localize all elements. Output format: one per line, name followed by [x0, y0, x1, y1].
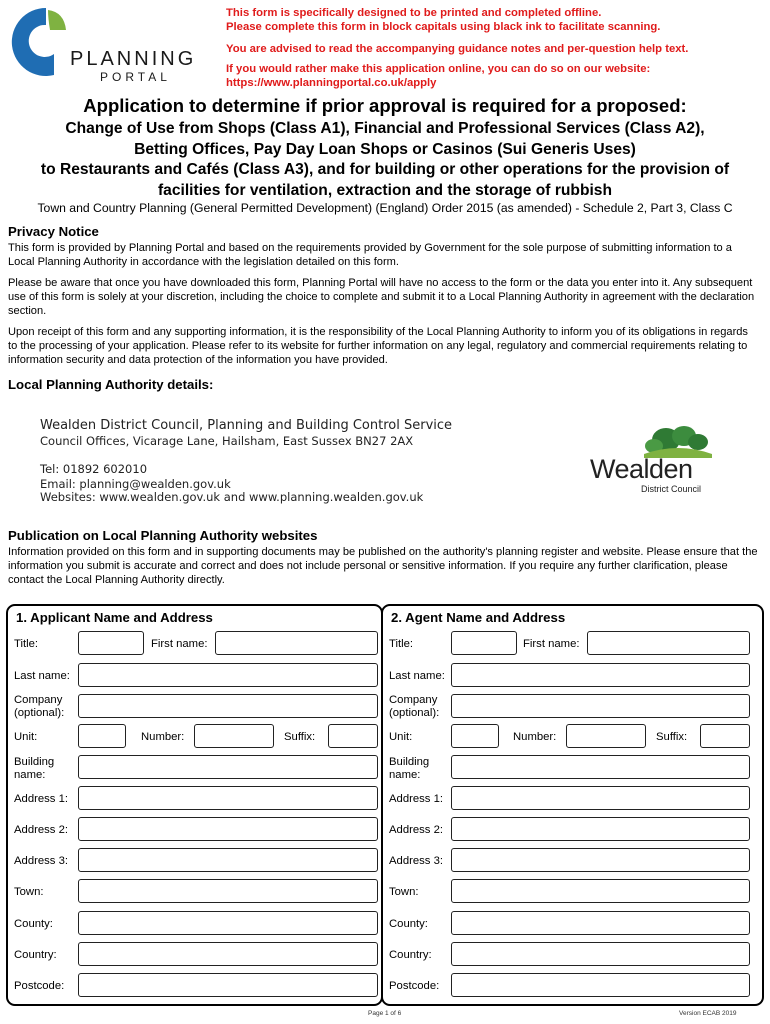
- agent-building-label-line-2: name:: [389, 769, 421, 781]
- applicant-address3-label: Address 3:: [14, 855, 69, 867]
- applicant-first-name-label: First name:: [151, 638, 208, 650]
- lpa-email: Email: planning@wealden.gov.uk: [40, 477, 231, 491]
- agent-address1-field[interactable]: [451, 786, 750, 810]
- applicant-company-label-line-2: (optional):: [14, 707, 65, 719]
- agent-number-field[interactable]: [566, 724, 646, 748]
- agent-address3-field[interactable]: [451, 848, 750, 872]
- subtitle-line-4: facilities for ventilation, extraction and the storage of rubbish: [157, 181, 613, 199]
- applicant-building-name-field[interactable]: [78, 755, 378, 779]
- subtitle-line-1: Change of Use from Shops (Class A1), Financial and Professional Services (Class A2),: [65, 120, 705, 137]
- online-apply-link[interactable]: https://www.planningportal.co.uk/apply: [226, 77, 437, 89]
- agent-section-title: 2. Agent Name and Address: [391, 610, 566, 625]
- agent-building-label-line-1: Building: [389, 756, 430, 768]
- applicant-town-label: Town:: [14, 886, 44, 898]
- agent-building-name-label: [389, 756, 429, 782]
- agent-number-label: Number:: [513, 731, 557, 743]
- applicant-company-field[interactable]: [78, 694, 378, 718]
- lpa-heading: Local Planning Authority details:: [8, 377, 214, 392]
- agent-county-field[interactable]: [451, 911, 750, 935]
- applicant-unit-label: Unit:: [14, 731, 38, 743]
- applicant-suffix-field[interactable]: [328, 724, 378, 748]
- page-number: Page 1 of 6: [368, 1010, 402, 1017]
- agent-company-label-line-1: Company: [389, 694, 438, 706]
- lpa-telephone: Tel: 01892 602010: [40, 462, 148, 476]
- privacy-paragraph-1: This form is provided by Planning Portal and based on the requirements provided by Government for the sole purpose of submitting information to a Local Planning Authority in accordance with the legislation detailed on this form.: [8, 242, 732, 268]
- applicant-title-field[interactable]: [78, 631, 144, 655]
- agent-title-field[interactable]: [451, 631, 517, 655]
- agent-company-field[interactable]: [451, 694, 750, 718]
- applicant-last-name-field[interactable]: [78, 663, 378, 687]
- agent-country-label: Country:: [389, 949, 432, 961]
- applicant-town-field[interactable]: [78, 879, 378, 903]
- agent-first-name-field[interactable]: [587, 631, 750, 655]
- applicant-company-label: [14, 694, 64, 720]
- applicant-address1-field[interactable]: [78, 786, 378, 810]
- applicant-county-label: County:: [14, 918, 53, 930]
- applicant-suffix-label: Suffix:: [284, 731, 316, 743]
- lpa-name: Wealden District Council, Planning and Building Control Service: [40, 418, 453, 433]
- applicant-number-field[interactable]: [194, 724, 274, 748]
- agent-suffix-field[interactable]: [700, 724, 750, 748]
- logo-word-planning: PLANNING: [70, 48, 197, 70]
- agent-company-label-line-2: (optional):: [389, 707, 440, 719]
- agent-unit-field[interactable]: [451, 724, 499, 748]
- agent-company-label: [389, 694, 439, 720]
- online-warning: [226, 62, 650, 90]
- wealden-logo-subtitle: District Council: [641, 484, 702, 494]
- publication-text: Information provided on this form and in supporting documents may be published on the authority's planning register and website. Please ensure that the information you submit is accurate and correct and does not include personal or sensitive information. If you require any further clarification, please contact the Local Planning Authority directly.: [8, 546, 758, 586]
- applicant-section-title: 1. Applicant Name and Address: [16, 610, 213, 625]
- applicant-first-name-field[interactable]: [215, 631, 378, 655]
- lpa-websites: Websites: www.wealden.gov.uk and www.planning.wealden.gov.uk: [40, 490, 424, 504]
- privacy-paragraph-2: Please be aware that once you have downloaded this form, Planning Portal will have no access to the form or the data you enter into it. Any subsequent use of this form is solely at your discretion, including the choice to complete and submit it to a Local Planning Authority in agreement with the declaration section.: [8, 277, 755, 317]
- agent-last-name-label: Last name:: [389, 670, 445, 682]
- applicant-building-label-line-1: Building: [14, 756, 55, 768]
- agent-first-name-label: First name:: [523, 638, 580, 650]
- agent-suffix-label: Suffix:: [656, 731, 688, 743]
- agent-title-label: Title:: [389, 638, 414, 650]
- applicant-number-label: Number:: [141, 731, 185, 743]
- agent-section: [381, 604, 764, 1006]
- subtitle-line-3: to Restaurants and Cafés (Class A3), and for building or other operations for the provision of: [40, 161, 730, 178]
- applicant-postcode-label: Postcode:: [14, 980, 65, 992]
- agent-county-label: County:: [389, 918, 428, 930]
- applicant-county-field[interactable]: [78, 911, 378, 935]
- offline-warning: [226, 6, 660, 34]
- applicant-country-label: Country:: [14, 949, 57, 961]
- privacy-heading: Privacy Notice: [8, 224, 99, 239]
- lpa-address: Council Offices, Vicarage Lane, Hailsham, East Sussex BN27 2AX: [40, 434, 414, 448]
- wealden-logo-name: Wealden: [590, 454, 693, 484]
- applicant-section: [6, 604, 383, 1006]
- agent-address2-label: Address 2:: [389, 824, 444, 836]
- form-subtitle: [0, 119, 770, 201]
- planning-portal-logo: [10, 6, 210, 86]
- agent-address3-label: Address 3:: [389, 855, 444, 867]
- applicant-address1-label: Address 1:: [14, 793, 69, 805]
- warning-line-2: Please complete this form in block capitals using black ink to facilitate scanning.: [226, 21, 661, 33]
- legislation-reference: Town and Country Planning (General Permitted Development) (England) Order 2015 (as amended) - Schedule 2, Part 3, Class C: [37, 201, 733, 215]
- agent-postcode-field[interactable]: [451, 973, 750, 997]
- wealden-logo: [588, 420, 718, 500]
- applicant-unit-field[interactable]: [78, 724, 126, 748]
- applicant-postcode-field[interactable]: [78, 973, 378, 997]
- form-title: Application to determine if prior approval is required for a proposed:: [83, 95, 687, 116]
- agent-town-label: Town:: [389, 886, 419, 898]
- agent-country-field[interactable]: [451, 942, 750, 966]
- logo-word-portal: PORTAL: [100, 70, 171, 84]
- applicant-last-name-label: Last name:: [14, 670, 70, 682]
- subtitle-line-2: Betting Offices, Pay Day Loan Shops or Casinos (Sui Generis Uses): [134, 140, 636, 158]
- agent-address1-label: Address 1:: [389, 793, 444, 805]
- publication-heading: Publication on Local Planning Authority websites: [8, 528, 318, 543]
- agent-address2-field[interactable]: [451, 817, 750, 841]
- applicant-address2-field[interactable]: [78, 817, 378, 841]
- form-version: Version ECAB 2019: [679, 1010, 737, 1017]
- agent-last-name-field[interactable]: [451, 663, 750, 687]
- guidance-warning: You are advised to read the accompanying guidance notes and per-question help text.: [226, 43, 689, 55]
- applicant-title-label: Title:: [14, 638, 39, 650]
- warning-line-1: This form is specifically designed to be printed and completed offline.: [226, 7, 602, 19]
- applicant-address2-label: Address 2:: [14, 824, 69, 836]
- agent-town-field[interactable]: [451, 879, 750, 903]
- agent-unit-label: Unit:: [389, 731, 413, 743]
- applicant-company-label-line-1: Company: [14, 694, 63, 706]
- agent-postcode-label: Postcode:: [389, 980, 440, 992]
- applicant-building-label-line-2: name:: [14, 769, 46, 781]
- planning-portal-logo-icon: [10, 6, 70, 78]
- applicant-address3-field[interactable]: [78, 848, 378, 872]
- privacy-paragraph-3: Upon receipt of this form and any supporting information, it is the responsibility of the Local Planning Authority to inform you of its obligations in regards to the processing of your application. Please refer to its website for further information on any legal, regulatory and commercial requirements relating to information security and data protection of the information you have provided.: [8, 326, 748, 366]
- applicant-country-field[interactable]: [78, 942, 378, 966]
- online-warning-text: If you would rather make this application online, you can do so on our website:: [226, 63, 651, 75]
- applicant-building-name-label: [14, 756, 54, 782]
- agent-building-name-field[interactable]: [451, 755, 750, 779]
